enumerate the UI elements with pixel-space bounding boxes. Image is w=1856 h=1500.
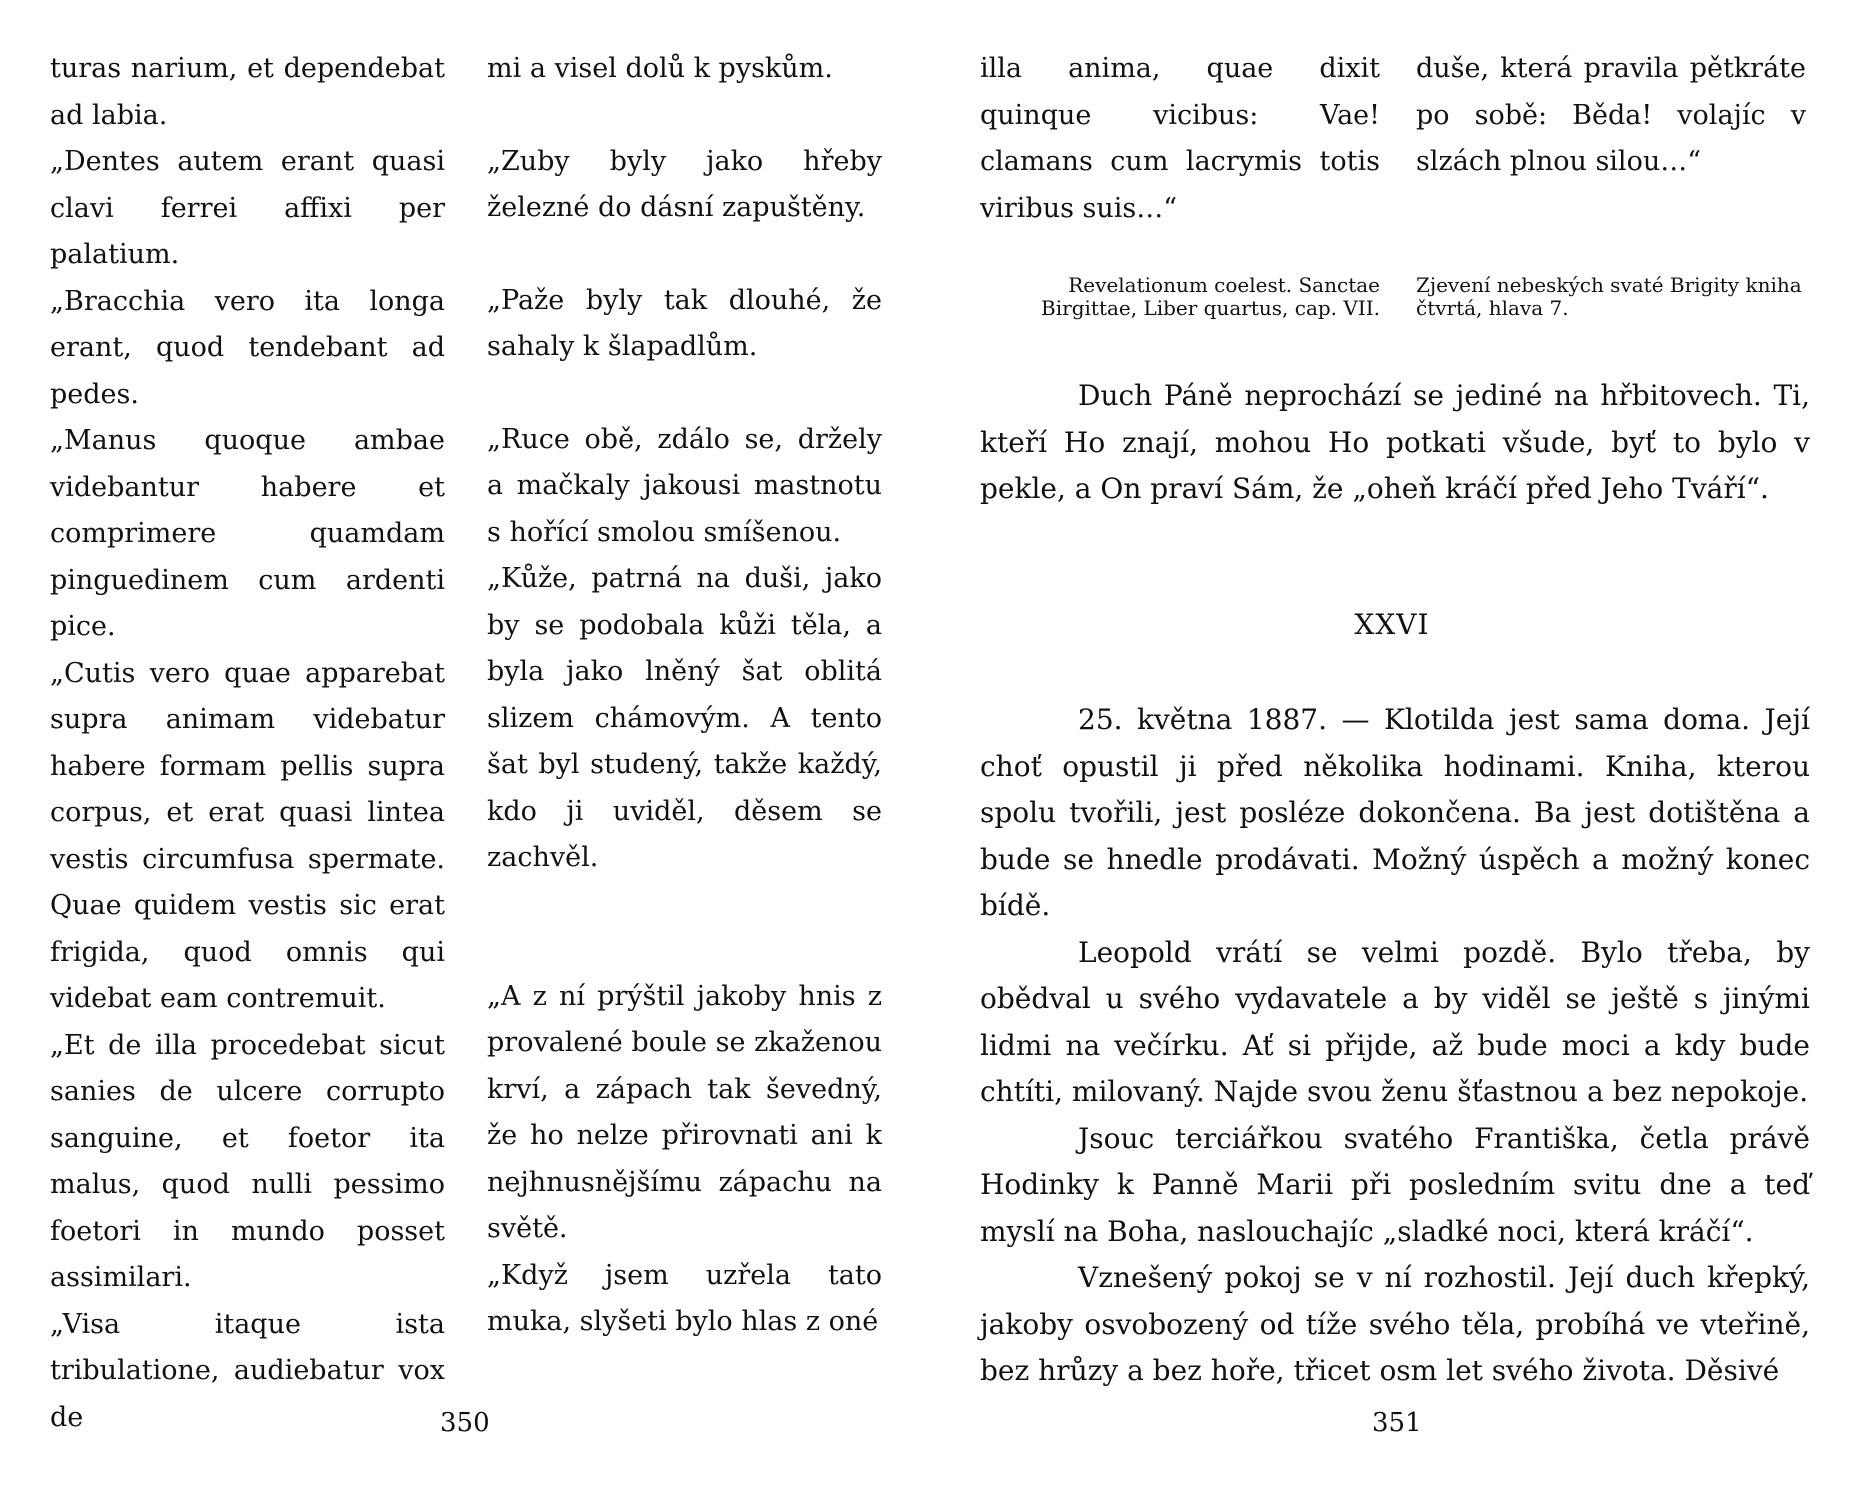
body-text (980, 697, 1810, 1395)
page-number: 350 (440, 1408, 490, 1438)
latin-paragraph: illa anima, quae dixit quinque vicibus: Vae! clamans cum lacrymis totis viribus suis…“ (980, 53, 1380, 224)
czech-paragraph: „A z ní prýštil jakoby hnis z provalené boule se zkaženou krví, a zápach tak ševedný, že ho nelze přirovnati ani k nejhnusnějšímu zápachu na světě. (487, 980, 882, 1244)
czech-paragraph: „Kůže, patrná na duši, jako by se podobala kůži těla, a byla jako lněný šat oblitá slizem chámovým. A tento šat byl studený, takže každý, kdo ji uviděl, děsem se zachvěl. (487, 563, 882, 873)
latin-paragraph: „Visa itaque ista tribulatione, audiebatur vox de (50, 1308, 445, 1433)
latin-paragraph: „Dentes autem erant quasi clavi ferrei affixi per palatium. (50, 146, 445, 270)
latin-paragraph: „Bracchia vero ita longa erant, quod tendebant ad pedes. (50, 285, 445, 410)
paragraph: Leopold vrátí se velmi pozdě. Bylo třeba, by obědval u svého vydavatele a by viděl se ještě s jinými lidmi na večírku. Ať si přijde, až bude moci a kdy bude chtíti, milovaný. Najde svou ženu šťastnou a bez nepokoje. (980, 935, 1810, 1108)
latin-paragraph: turas narium, et dependebat ad labia. (50, 53, 445, 131)
right-page (928, 0, 1856, 1500)
source-citation-latin: Revelationum coelest. Sanctae Birgittae, Liber quartus, cap. VII. (1041, 273, 1380, 320)
paragraph: Duch Páně neprochází se jediné na hřbitovech. Ti, kteří Ho znají, mohou Ho potkati všude, byť to bylo v pekle, a On praví Sám, že „oheň kráčí před Jeho Tváří“. (980, 379, 1810, 505)
czech-column (487, 46, 882, 1346)
czech-paragraph: „Zuby byly jako hřeby železné do dásní zapuštěny. (487, 145, 882, 223)
paragraph: 25. května 1887. — Klotilda jest sama doma. Její choť opustil ji před několika hodinami. Kniha, kterou spolu tvořili, jest posléze dokončena. Ba jest dotištěna a bude se hnedle prodávati. Možný úspěch a možný konec bídě. (980, 703, 1810, 922)
czech-paragraph: „Ruce obě, zdálo se, držely a mačkaly jakousi mastnotu s hořící smolou smíšenou. (487, 423, 882, 548)
latin-paragraph: „Manus quoque ambae videbantur habere et comprimere quamdam pinguedinem cum ardenti pice. (50, 425, 445, 642)
czech-paragraph: „Když jsem uzřela tato muka, slyšeti bylo hlas z oné (487, 1259, 882, 1337)
latin-column (980, 46, 1380, 232)
czech-paragraph: duše, která pravila pětkráte po sobě: Běda! volajíc v slzách plnou silou…“ (1416, 53, 1806, 177)
latin-paragraph: „Et de illa procedebat sicut sanies de ulcere corrupto sanguine, et foetor ita malus, quod nulli pessimo foetori in mundo posset assimilari. (50, 1029, 445, 1293)
paragraph: Jsouc terciářkou svatého Františka, četla právě Hodinky k Panně Marii při posledním svitu dne a teď myslí na Boha, naslouchajíc „sladké noci, která kráčí“. (980, 1121, 1810, 1248)
czech-column (1416, 46, 1806, 186)
paragraph: Vznešený pokoj se v ní rozhostil. Její duch křepký, jakoby osvobozený od tíže svého těla, probíhá ve vteřině, bez hrůzy a bez hoře, třicet osm let svého života. Děsivé (980, 1261, 1810, 1387)
czech-paragraph: mi a visel dolů k pyskům. (487, 53, 833, 84)
body-text (980, 373, 1810, 513)
page-number: 351 (1372, 1408, 1422, 1438)
latin-paragraph: „Cutis vero quae apparebat supra animam videbatur habere formam pellis supra corpus, et erat quasi lintea vestis circumfusa spermate. Quae quidem vestis sic erat frigida, quod omnis qui videbat eam contremuit. (50, 657, 445, 1014)
latin-column (50, 46, 445, 1441)
source-citation-czech: Zjevení nebeských svaté Brigity kniha čtvrtá, hlava 7. (1416, 273, 1802, 320)
czech-paragraph: „Paže byly tak dlouhé, že sahaly k šlapadlům. (487, 284, 882, 362)
chapter-heading: XXVI (1354, 608, 1430, 641)
